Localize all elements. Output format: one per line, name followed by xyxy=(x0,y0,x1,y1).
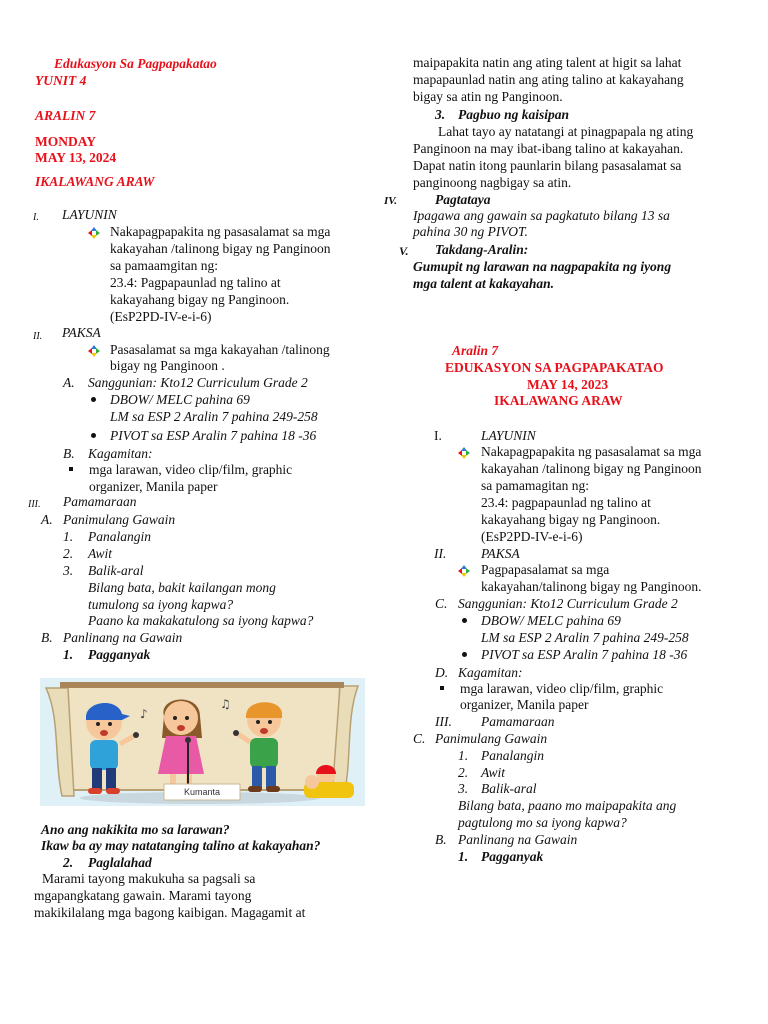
round-bullet-icon xyxy=(462,652,467,657)
reference-heading: Sanggunian: Kto12 Curriculum Grade 2 xyxy=(458,596,678,611)
picture-caption: Kumanta xyxy=(183,787,221,797)
step-number: 2. xyxy=(458,765,469,780)
presentation-label: Paglalahad xyxy=(88,855,152,870)
svg-text:♪: ♪ xyxy=(140,707,148,721)
assessment-line: pahina 30 ng PIVOT. xyxy=(413,224,528,239)
body-line: Dapat natin itong paunlarin bilang pasasalamat sa xyxy=(413,158,682,173)
step-number: 2. xyxy=(63,855,74,870)
activity-heading: Panlinang na Gawain xyxy=(63,630,183,645)
assignment-line: Gumupit ng larawan na nagpapakita ng iyong xyxy=(413,259,672,274)
section-number: V. xyxy=(399,244,409,258)
reference-line: DBOW/ MELC pahina 69 xyxy=(110,392,250,407)
review-question: Bilang bata, paano mo maipapakita ang xyxy=(458,798,677,813)
activity-heading: Panimulang Gawain xyxy=(63,512,176,527)
materials-heading: Kagamitan: xyxy=(88,446,153,461)
section-number: II. xyxy=(434,546,447,561)
list-letter: C. xyxy=(413,731,426,746)
list-letter: D. xyxy=(435,665,449,680)
materials-line: organizer, Manila paper xyxy=(89,479,218,494)
review-question: Paano ka makakatulong sa iyong kapwa? xyxy=(88,613,314,628)
step-label: Panalangin xyxy=(481,748,544,763)
unit-label: YUNIT 4 xyxy=(35,73,87,88)
date-label: MAY 13, 2024 xyxy=(35,150,117,165)
step-number: 3. xyxy=(435,107,446,122)
four-color-arrow-bullet-icon xyxy=(458,565,470,577)
small-square-bullet-icon xyxy=(69,467,73,471)
step-label: Awit xyxy=(481,765,506,780)
step-number: 3. xyxy=(458,781,469,796)
objective-line: (EsP2PD-IV-e-i-6) xyxy=(110,309,212,324)
objective-line: kakayahang bigay ng Panginoon. xyxy=(481,512,661,527)
list-letter: B. xyxy=(63,446,75,461)
section-number: IV. xyxy=(384,195,397,207)
objective-line: Nakapagpapakita ng pasasalamat sa mga xyxy=(110,224,331,239)
reference-heading: Sanggunian: Kto12 Curriculum Grade 2 xyxy=(88,375,308,390)
section-number: II. xyxy=(33,331,43,342)
list-letter: C. xyxy=(435,596,448,611)
step-number: 1. xyxy=(63,529,74,544)
list-letter: A. xyxy=(63,375,75,390)
review-question: Bilang bata, bakit kailangan mong xyxy=(88,580,276,595)
objective-line: 23.4: pagpapaunlad ng talino at xyxy=(481,495,651,510)
body-line: Marami tayong makukuha sa pagsali sa xyxy=(42,871,256,886)
section-title-layunin: LAYUNIN xyxy=(481,428,536,443)
topic-line: Pasasalamat sa mga kakayahan /talinong xyxy=(110,342,330,357)
reference-line: PIVOT sa ESP Aralin 7 pahina 18 -36 xyxy=(110,428,317,443)
body-line: Lahat tayo ay natatangi at pinagpapala ng ating xyxy=(438,124,694,139)
body-line: mgapangkatang gawain. Marami tayong xyxy=(34,888,252,903)
objective-line: kakayahan /talinong bigay ng Panginoon xyxy=(110,241,331,256)
activity-heading: Panlinang na Gawain xyxy=(458,832,578,847)
four-color-arrow-bullet-icon xyxy=(88,227,100,239)
body-line: mapapaunlad natin ang ating talino at kakayahang xyxy=(413,72,684,87)
lesson-label: Aralin 7 xyxy=(452,343,499,358)
topic-line: bigay ng Panginoon . xyxy=(110,358,225,373)
objective-line: sa pamaamgitan ng: xyxy=(110,258,218,273)
list-letter: B. xyxy=(41,630,53,645)
motivation-label: Pagganyak xyxy=(481,849,544,864)
section-title-pamamaraan: Pamamaraan xyxy=(63,494,137,509)
reference-line: LM sa ESP 2 Aralin 7 pahina 249-258 xyxy=(110,409,318,424)
motivation-label: Pagganyak xyxy=(88,647,151,662)
section-title-layunin: LAYUNIN xyxy=(62,207,117,222)
materials-line: mga larawan, video clip/film, graphic xyxy=(460,681,664,696)
lesson-label: ARALIN 7 xyxy=(35,108,96,123)
section-number: I. xyxy=(33,212,39,223)
objective-line: kakayahang bigay ng Panginoon. xyxy=(110,292,290,307)
step-label: Balik-aral xyxy=(481,781,537,796)
session-label: IKALAWANG ARAW xyxy=(35,174,155,189)
section-number: I. xyxy=(434,428,442,443)
section-number: III. xyxy=(28,499,41,510)
list-letter: A. xyxy=(41,512,53,527)
step-number: 1. xyxy=(458,849,469,864)
round-bullet-icon xyxy=(91,397,96,402)
objective-line: Nakapagpapakita ng pasasalamat sa mga xyxy=(481,444,702,459)
materials-line: mga larawan, video clip/film, graphic xyxy=(89,462,293,477)
assessment-line: Ipagawa ang gawain sa pagkatuto bilang 13 sa xyxy=(413,208,670,223)
body-line: makikilalang mga bagong kaibigan. Magagamit at xyxy=(34,905,306,920)
section-title-pagtataya: Pagtataya xyxy=(435,192,491,207)
picture-question: Ikaw ba ay may natatanging talino at kakayahan? xyxy=(41,838,321,853)
topic-line: Pagpapasalamat sa mga xyxy=(481,562,610,577)
subject-title: Edukasyon Sa Pagpapakatao xyxy=(54,56,217,71)
step-label: Panalangin xyxy=(88,529,151,544)
subject-title: EDUKASYON SA PAGPAPAKATAO xyxy=(445,360,664,375)
list-letter: B. xyxy=(435,832,447,847)
date-label: MAY 14, 2023 xyxy=(527,377,609,392)
four-color-arrow-bullet-icon xyxy=(458,447,470,459)
reference-line: LM sa ESP 2 Aralin 7 pahina 249-258 xyxy=(481,630,689,645)
section-title-pamamaraan: Pamamaraan xyxy=(481,714,555,729)
four-color-arrow-bullet-icon xyxy=(88,345,100,357)
objective-line: sa pamamagitan ng: xyxy=(481,478,589,493)
reference-line: DBOW/ MELC pahina 69 xyxy=(481,613,621,628)
step-label: Awit xyxy=(88,546,113,561)
objective-line: (EsP2PD-IV-e-i-6) xyxy=(481,529,583,544)
review-question: tumulong sa iyong kapwa? xyxy=(88,597,234,612)
reference-line: PIVOT sa ESP Aralin 7 pahina 18 -36 xyxy=(481,647,688,662)
generalization-label: Pagbuo ng kaisipan xyxy=(458,107,570,122)
body-line: bigay sa atin ng Panginoon. xyxy=(413,89,563,104)
objective-line: kakayahan /talinong bigay ng Panginoon xyxy=(481,461,702,476)
step-number: 2. xyxy=(63,546,74,561)
picture-question: Ano ang nakikita mo sa larawan? xyxy=(41,822,230,837)
svg-text:♫: ♫ xyxy=(220,697,231,711)
review-question: pagtulong mo sa iyong kapwa? xyxy=(458,815,627,830)
body-line: panginoong nagbigay sa atin. xyxy=(413,175,572,190)
step-number: 1. xyxy=(458,748,469,763)
session-label: IKALAWANG ARAW xyxy=(494,393,623,408)
objective-line: 23.4: Pagpapaunlad ng talino at xyxy=(110,275,281,290)
singing-children-picture xyxy=(40,678,365,806)
round-bullet-icon xyxy=(91,433,96,438)
step-number: 3. xyxy=(63,563,74,578)
body-line: maipapakita natin ang ating talent at higit sa lahat xyxy=(413,55,682,70)
day-label: MONDAY xyxy=(35,134,97,149)
body-line: Panginoon na may ibat-ibang talino at kakayahan. xyxy=(413,141,684,156)
step-label: Balik-aral xyxy=(88,563,144,578)
section-title-takdang-aralin: Takdang-Aralin: xyxy=(435,242,529,257)
step-number: 1. xyxy=(63,647,74,662)
section-title-paksa: PAKSA xyxy=(62,325,101,340)
materials-heading: Kagamitan: xyxy=(458,665,523,680)
round-bullet-icon xyxy=(462,618,467,623)
small-square-bullet-icon xyxy=(440,686,444,690)
topic-line: kakayahan/talinong bigay ng Panginoon. xyxy=(481,579,702,594)
section-title-paksa: PAKSA xyxy=(481,546,520,561)
assignment-line: mga talent at kakayahan. xyxy=(413,276,555,291)
section-number: III. xyxy=(435,714,452,729)
materials-line: organizer, Manila paper xyxy=(460,697,589,712)
activity-heading: Panimulang Gawain xyxy=(435,731,548,746)
